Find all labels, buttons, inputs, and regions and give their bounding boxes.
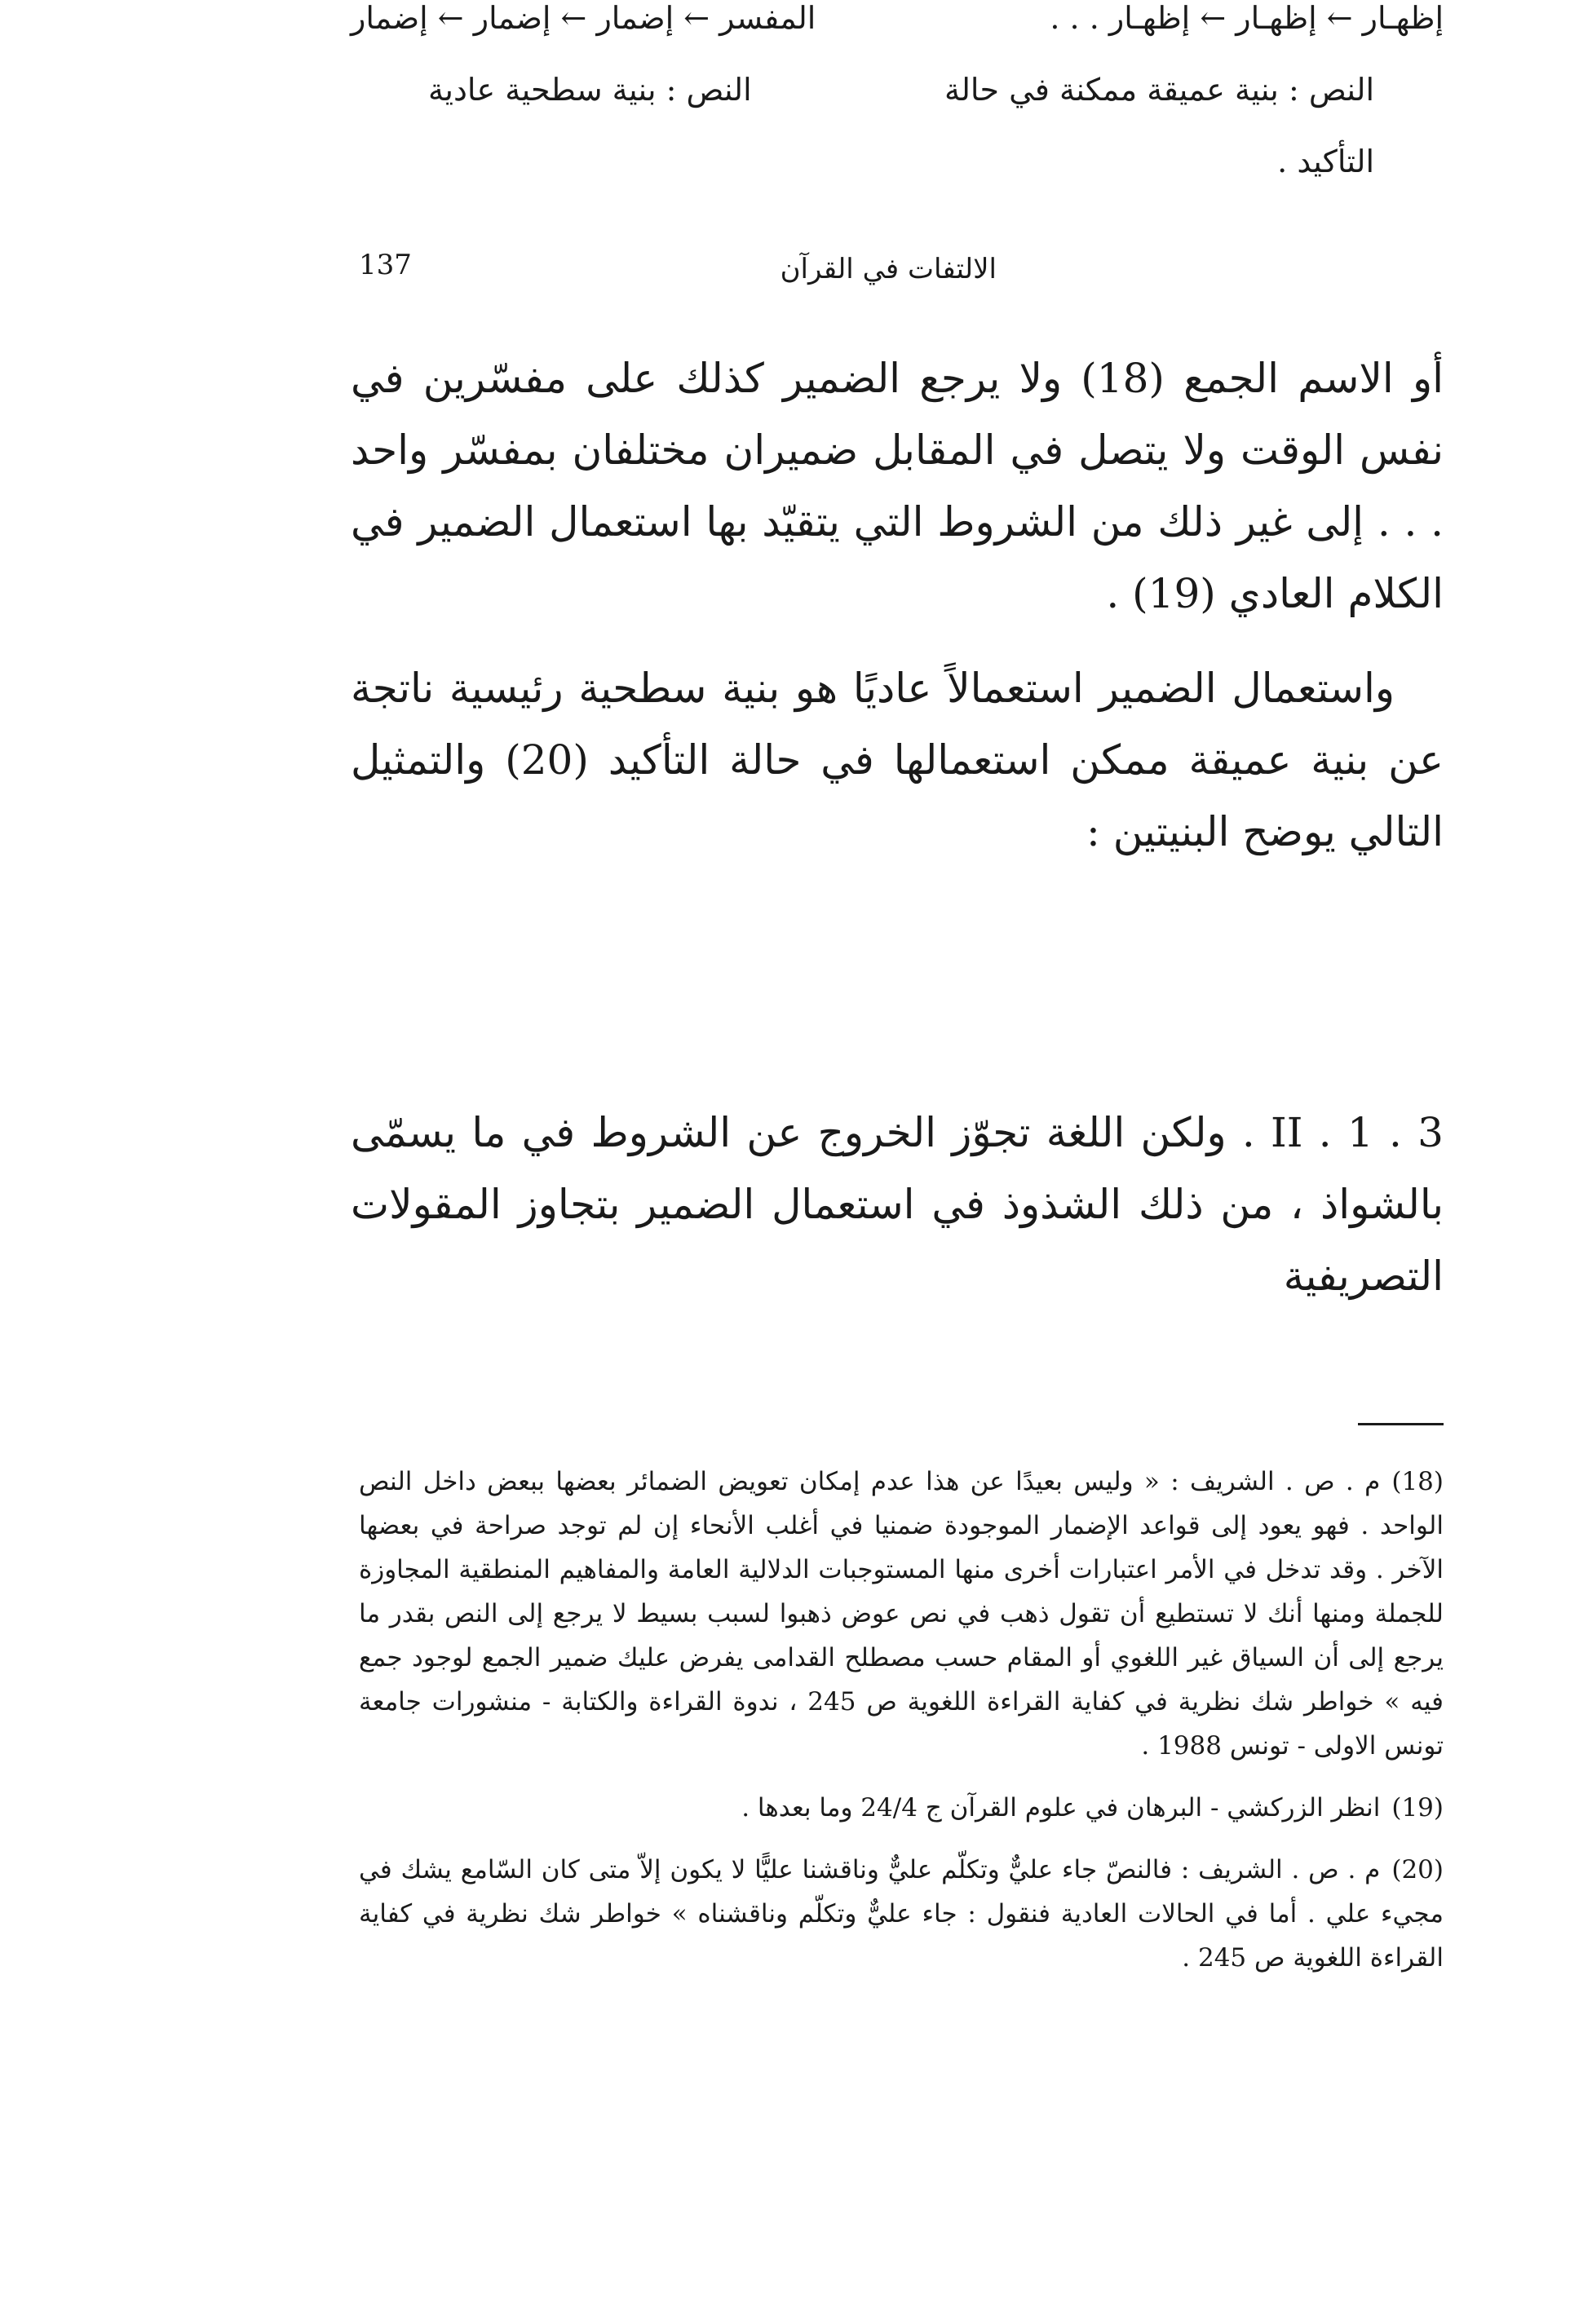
page-number: 137 [359,249,412,281]
diagram-caption-row [351,72,1444,144]
running-title: الالتفات في القرآن [780,253,997,285]
footnote-text: انظر الزركشي - البرهان في علوم القرآن ج 24/4 وما بعدها . [741,1793,1381,1823]
paragraph-2 [351,652,1444,868]
surface-structure-sequence: المفسر ← إضمار ← إضمار ← إضمار [351,0,816,36]
deep-structure-caption: النص : بنية عميقة ممكنة في حالة [944,72,1374,108]
footnote-20 [359,1848,1444,1980]
footnotes [359,1460,1444,1998]
diagram-caption-cont-row [351,144,1444,215]
paragraph-1: أو الاسم الجمع (18) ولا يرجع الضمير كذلك على مفسّرين في نفس الوقت ولا يتصل في المقابل ضميران مختلفان بمفسّر واحد . . . إلى غير ذلك من الشروط التي يتقيّد بها استعمال الضمير في الكلام العادي (19) . [351,355,1444,617]
footnote-text: م . ص . الشريف : فالنصّ جاء عليٌّ وتكلّم عليٌّ وناقشنا عليًّا لا يكون إلاّ متى كان السّامع يشك في مجيء علي . أما في الحالات العادية فنقول : جاء عليٌّ وتكلّم وناقشناه » خواطر شك نظرية في كفاية القراءة اللغوية ص 245 . [359,1855,1444,1973]
paragraph-2-text: واستعمال الضمير استعمالاً عاديًا هو بنية سطحية رئيسية ناتجة عن بنية عميقة ممكن استعمالها في حالة التأكيد (20) والتمثيل التالي يوضح البنيتين : [351,665,1444,855]
footnote-text: م . ص . الشريف : « وليس بعيدًا عن هذا عدم إمكان تعويض الضمائر بعضها ببعض داخل النص الواحد . فهو يعود إلى قواعد الإضمار الموجودة ضمنيا في أغلب الأنحاء إن لم توجد صراحة في بعضها الآخر . وقد تدخل في الأمر اعتبارات أخرى منها المستوجبات الدلالية العامة والمفاهيم المنطقية المجاوزة للجملة ومنها أنك لا تستطيع أن تقول ذهب في نص عوض ذهبوا لسبب بسيط لا يرجع إلى النص بقدر ما يرجع إلى أن السياق غير اللغوي أو المقام حسب مصطلح القدامى يفرض عليك ضمير الجمع لوجود جمع فيه » خواطر شك نظرية في كفاية القراءة اللغوية ص 245 ، ندوة القراءة والكتابة - منشورات جامعة تونس الاولى - تونس 1988 . [359,1467,1444,1761]
deep-structure-caption-cont: التأكيد . [1277,144,1374,179]
footnote-18 [359,1460,1444,1768]
structure-diagram [351,0,1444,215]
footnote-19 [359,1786,1444,1830]
footnote-number: (19) [1391,1793,1444,1823]
diagram-sequence-row [351,0,1444,72]
footnote-number: (18) [1391,1467,1444,1496]
surface-structure-caption: النص : بنية سطحية عادية [428,72,752,108]
footnote-separator [1358,1423,1444,1425]
paragraph-3: II . 1 . 3 . ولكن اللغة تجوّز الخروج عن الشروط في ما يسمّى بالشواذ ، من ذلك الشذوذ في استعمال الضمير بتجاوز المقولات التصريفية [351,1109,1444,1300]
deep-structure-sequence: إظهـار ← إظهـار ← إظهـار . . . [1050,0,1444,36]
footnote-number: (20) [1391,1855,1444,1884]
